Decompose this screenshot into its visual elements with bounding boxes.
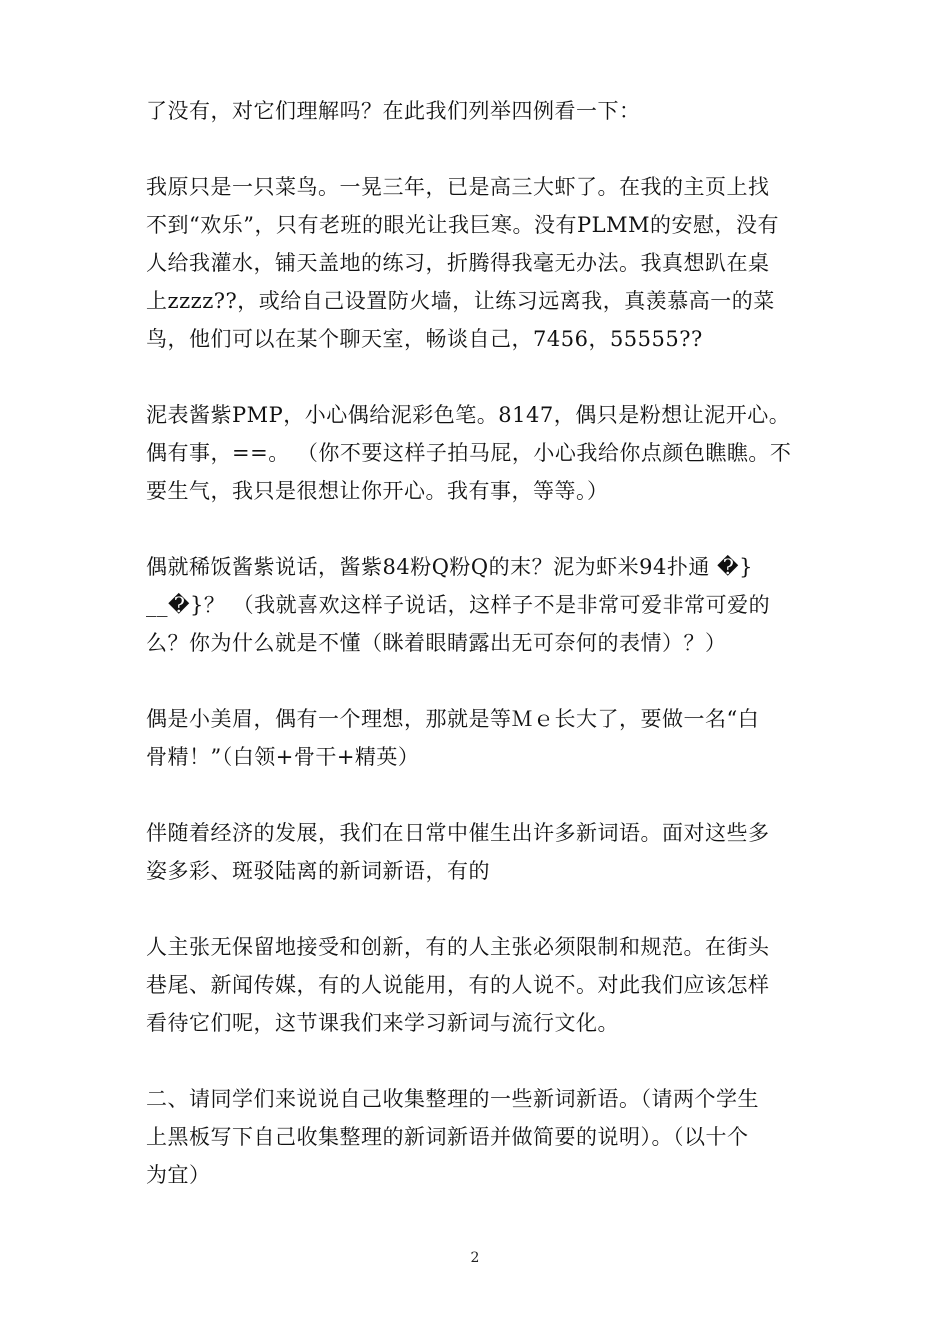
text-line: 不到“欢乐”，只有老班的眼光让我巨寒。没有PLMM的安慰，没有 bbox=[146, 213, 780, 237]
text-line: 偶有事，==。 （你不要这样子拍马屁，小心我给你点颜色瞧瞧。不 bbox=[146, 441, 792, 465]
text-line: 了没有，对它们理解吗？在此我们列举四例看一下： bbox=[146, 99, 641, 123]
text-line: 巷尾、新闻传媒，有的人说能用，有的人说不。对此我们应该怎样 bbox=[146, 973, 770, 997]
text-line: 二、请同学们来说说自己收集整理的一些新词新语。（请两个学生 bbox=[146, 1087, 759, 1111]
text-line: 人给我灌水，铺天盖地的练习，折腾得我毫无办法。我真想趴在桌 bbox=[146, 251, 770, 275]
text-line: 要生气，我只是很想让你开心。我有事，等等。） bbox=[146, 479, 609, 503]
paragraph-context bbox=[146, 814, 808, 890]
text-line: 看待它们呢，这节课我们来学习新词与流行文化。 bbox=[146, 1011, 619, 1035]
text-line: 鸟，他们可以在某个聊天室，畅谈自己，7456，55555?? bbox=[146, 327, 703, 351]
paragraph-lesson-intro bbox=[146, 928, 808, 1042]
paragraph-example-1 bbox=[146, 168, 808, 358]
paragraph-intro bbox=[146, 92, 808, 130]
text-line: 么？你为什么就是不懂（眯着眼睛露出无可奈何的表情）？） bbox=[146, 631, 727, 655]
text-line: 伴随着经济的发展，我们在日常中催生出许多新词语。面对这些多 bbox=[146, 821, 770, 845]
paragraph-example-4 bbox=[146, 700, 808, 776]
text-line: 偶是小美眉，偶有一个理想，那就是等Ｍｅ长大了，要做一名“白 bbox=[146, 707, 760, 731]
document-body bbox=[146, 92, 808, 1232]
text-line: __�}？ （我就喜欢这样子说话，这样子不是非常可爱非常可爱的 bbox=[146, 593, 771, 617]
text-line: 人主张无保留地接受和创新，有的人主张必须限制和规范。在街头 bbox=[146, 935, 770, 959]
paragraph-section-two bbox=[146, 1080, 808, 1194]
paragraph-example-2 bbox=[146, 396, 808, 510]
text-line: 为宜） bbox=[146, 1163, 211, 1187]
text-line: 上zzzz??，或给自己设置防火墙，让练习远离我，真羡慕高一的菜 bbox=[146, 289, 775, 313]
text-line: 骨精！”（白领+骨干+精英） bbox=[146, 745, 420, 769]
page-number: 2 bbox=[470, 1250, 480, 1266]
text-line: 偶就稀饭酱紫说话，酱紫84粉Q粉Q的末？泥为虾米94扑通 �} bbox=[146, 555, 753, 579]
text-line: 泥表酱紫PMP，小心偶给泥彩色笔。8147，偶只是粉想让泥开心。 bbox=[146, 403, 791, 427]
text-line: 上黑板写下自己收集整理的新词新语并做简要的说明）。（以十个 bbox=[146, 1125, 749, 1149]
text-line: 姿多彩、斑驳陆离的新词新语，有的 bbox=[146, 859, 490, 883]
text-line: 我原只是一只菜鸟。一晃三年，已是高三大虾了。在我的主页上找 bbox=[146, 175, 770, 199]
paragraph-example-3 bbox=[146, 548, 808, 662]
